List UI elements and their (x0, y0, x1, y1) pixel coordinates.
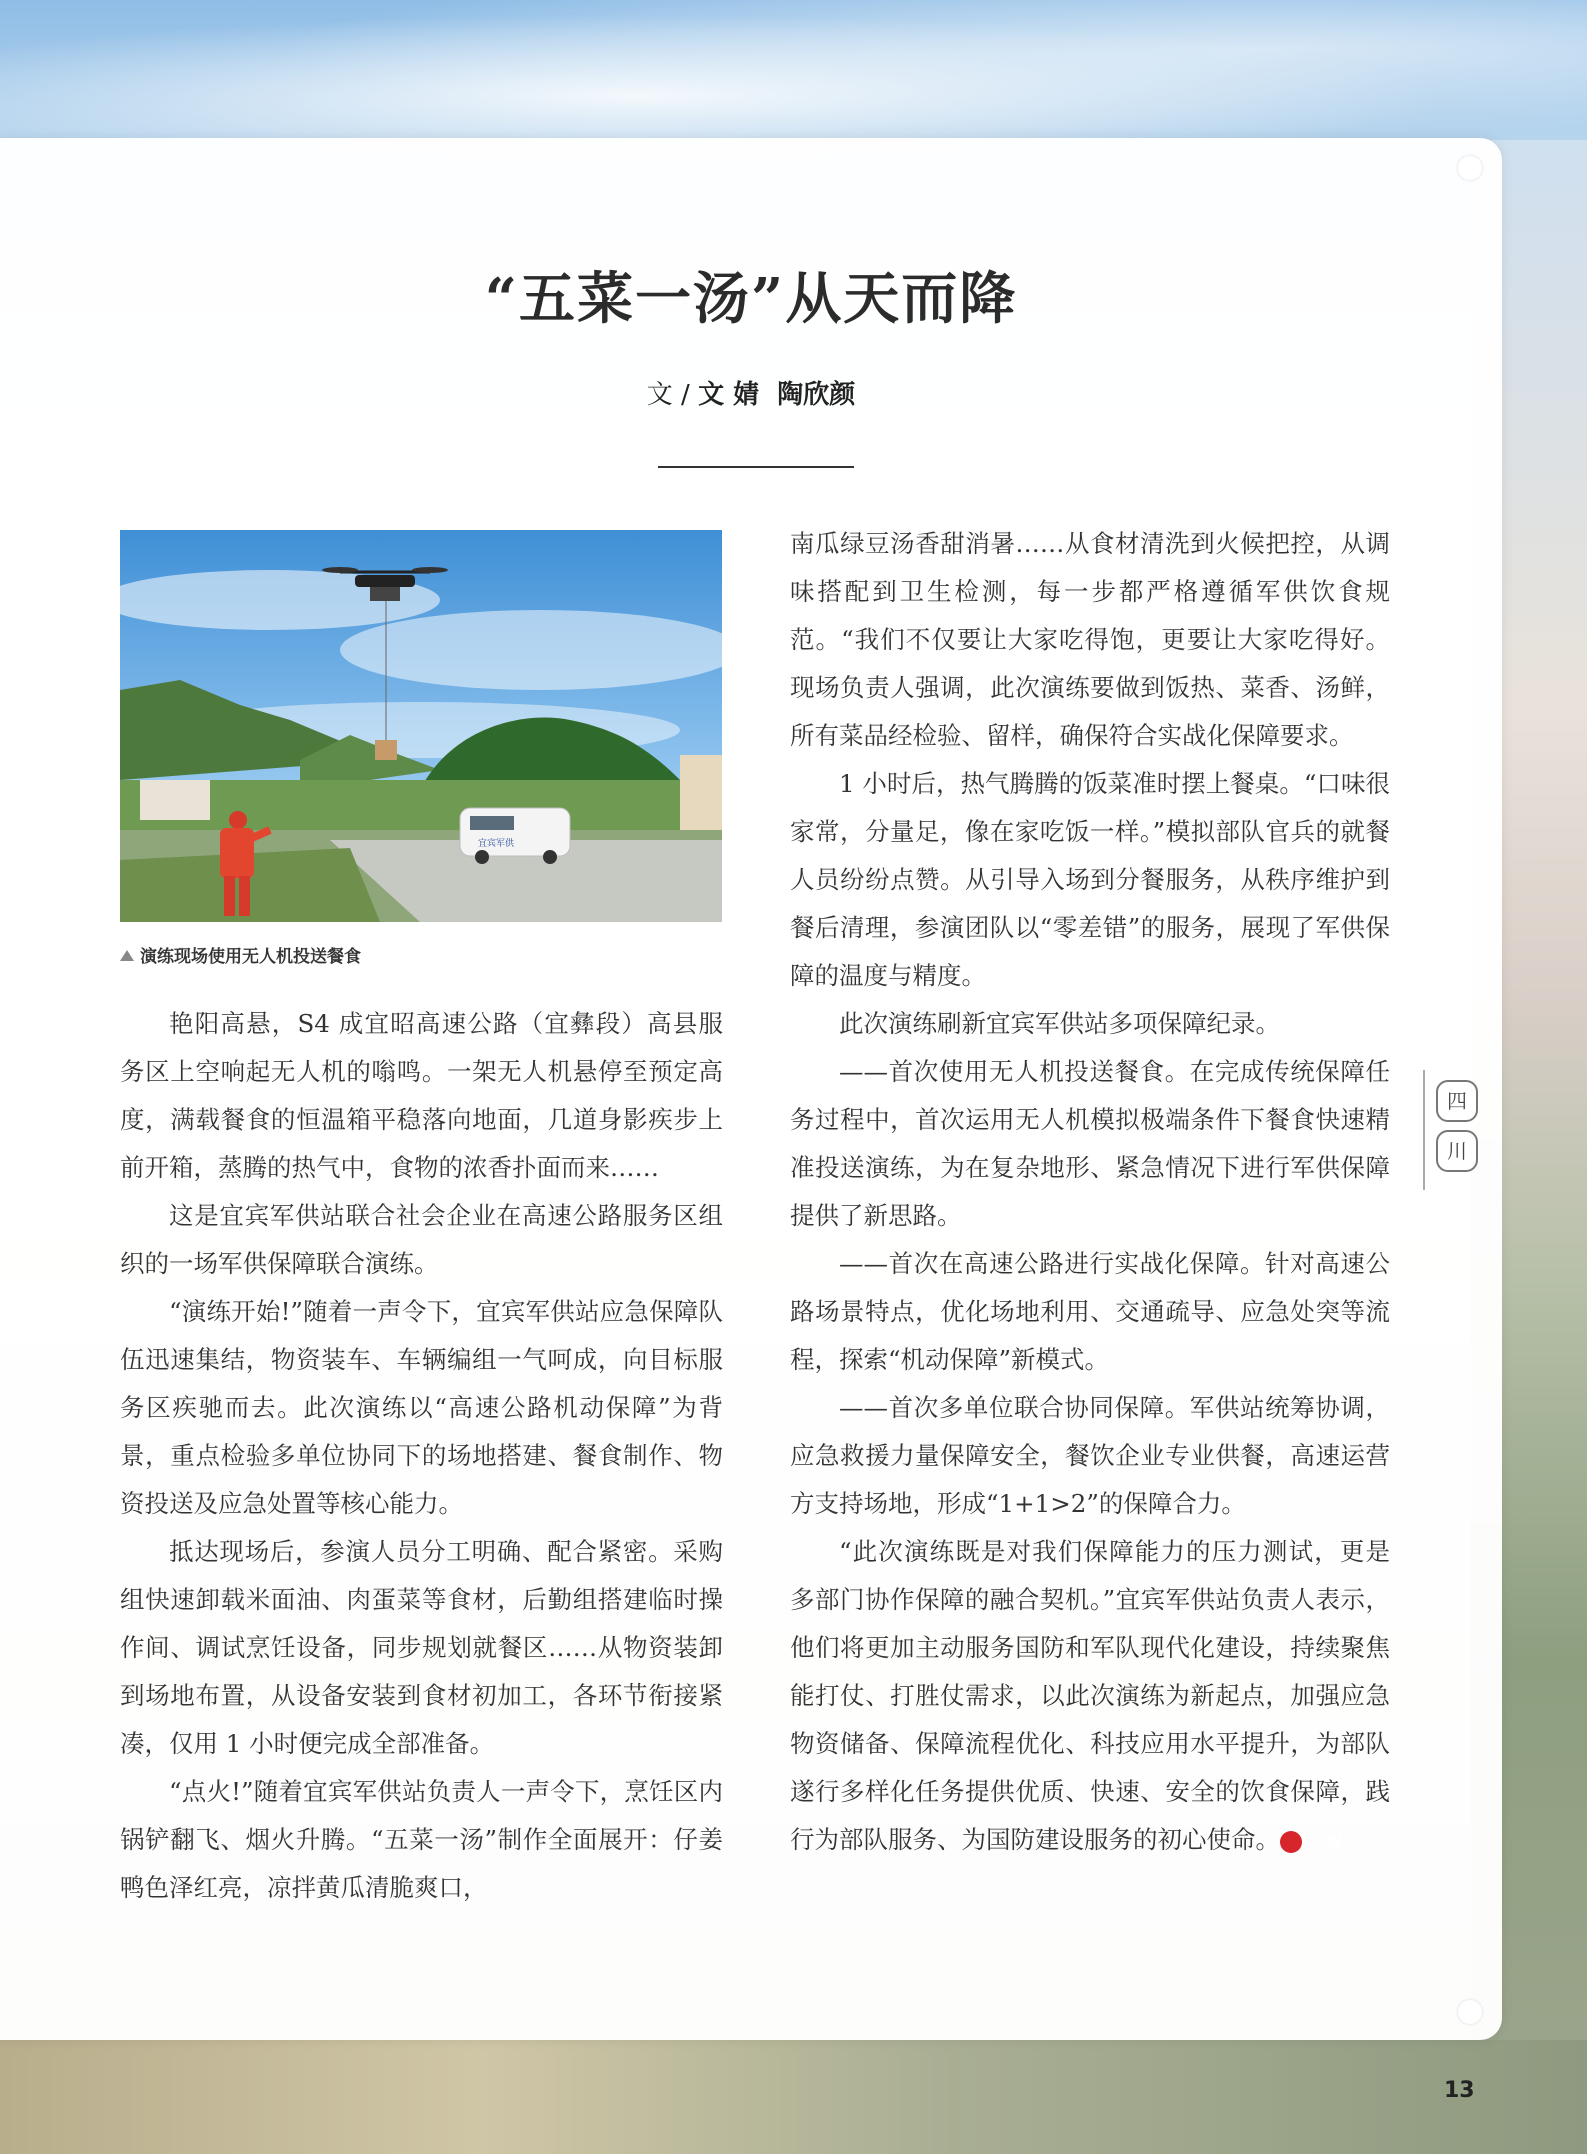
paragraph: 抵达现场后，参演人员分工明确、配合紧密。采购组快速卸载米面油、肉蛋菜等食材，后勤组搭建临时操作间、调试烹饪设备，同步规划就餐区……从物资装卸到场地布置，从设备安装到食材初加工，各环节衔接紧凑，仅用 1 小时便完成全部准备。 (120, 1537, 723, 1758)
paragraph-continued: 南瓜绿豆汤香甜消暑……从食材清洗到火候把控，从调味搭配到卫生检测，每一步都严格遵循军供饮食规范。“我们不仅要让大家吃得饱，更要让大家吃得好。现场负责人强调，此次演练要做到饭热、菜香、汤鲜，所有菜品经检验、留样，确保符合实战化保障要求。 (790, 529, 1390, 750)
paragraph: ——首次多单位联合协同保障。军供站统筹协调，应急救援力量保障安全，餐饮企业专业供餐，高速运营方支持场地，形成“1+1>2”的保障合力。 (790, 1393, 1390, 1518)
section-tab-char: 川 (1436, 1130, 1478, 1172)
van-window (470, 816, 514, 830)
byline-prefix: 文 / (646, 380, 690, 410)
paragraph: “演练开始!”随着一声令下，宜宾军供站应急保障队伍迅速集结，物资装车、车辆编组一气呵成，向目标服务区疾驰而去。此次演练以“高速公路机动保障”为背景，重点检验多单位协同下的场地搭建、餐食制作、物资投送及应急处置等核心能力。 (120, 1297, 723, 1518)
sky-background (0, 0, 1587, 160)
paragraph-final (790, 1528, 1390, 1864)
paragraph: ——首次在高速公路进行实战化保障。针对高速公路场景特点，优化场地利用、交通疏导、应急处突等流程，探索“机动保障”新模式。 (790, 1249, 1390, 1374)
caption-text: 演练现场使用无人机投送餐食 (140, 947, 361, 967)
card-notch-bottom (1458, 2000, 1482, 2024)
building (140, 780, 210, 820)
van-text: 宜宾军供 (478, 839, 515, 849)
paragraph: 1 小时后，热气腾腾的饭菜准时摆上餐桌。“口味很家常，分量足，像在家吃饭一样。”模拟部队官兵的就餐人员纷纷点赞。从引导入场到分餐服务，从秩序维护到餐后清理，参演团队以“零差错”的服务，展现了军供保障的温度与精度。 (790, 769, 1390, 990)
card-notch-top (1458, 156, 1482, 180)
paragraph: 艳阳高悬，S4 成宜昭高速公路（宜彝段）高县服务区上空响起无人机的嗡鸣。一架无人机悬停至预定高度，满载餐食的恒温箱平稳落向地面，几道身影疾步上前开箱，蒸腾的热气中，食物的浓香扑面而来…… (120, 1009, 723, 1182)
drone-photo-illustration (120, 530, 722, 922)
page-number: 13 (1444, 2078, 1475, 2103)
paragraph: “点火!”随着宜宾军供站负责人一声令下，烹饪区内锅铲翻飞、烟火升腾。“五菜一汤”制作全面展开：仔姜鸭色泽红亮，凉拌黄瓜清脆爽口， (120, 1777, 723, 1902)
byline-authors: 文 婧 陶欣颜 (698, 380, 856, 410)
van-wheel (543, 850, 557, 864)
van (460, 808, 570, 856)
paragraph: 这是宜宾军供站联合社会企业在高速公路服务区组织的一场军供保障联合演练。 (120, 1201, 723, 1278)
caption-triangle-icon (120, 950, 134, 961)
title-divider (658, 466, 854, 468)
paragraph: ——首次使用无人机投送餐食。在完成传统保障任务过程中，首次运用无人机模拟极端条件下餐食快速精准投送演练，为在复杂地形、紧急情况下进行军供保障提供了新思路。 (790, 1057, 1390, 1230)
delivery-box (375, 740, 397, 760)
article-column-left (120, 1000, 723, 1912)
article-photo (120, 530, 722, 922)
byline (0, 374, 1502, 411)
cloud (340, 610, 722, 690)
landscape-strip-bottom (0, 2040, 1587, 2154)
article-title: “五菜一汤”从天而降 (484, 266, 1018, 332)
end-mark-icon: N (1280, 1831, 1302, 1853)
final-text: “此次演练既是对我们保障能力的压力测试，更是多部门协作保障的融合契机。”宜宾军供站负责人表示，他们将更加主动服务国防和军队现代化建设，持续聚焦能打仗、打胜仗需求，以此次演练为新起点，加强应急物资储备、保障流程优化、科技应用水平提升，为部队遂行多样化任务提供优质、快速、安全的饮食保障，践行为部队服务、为国防建设服务的初心使命。 (790, 1537, 1390, 1854)
paragraph: 此次演练刷新宜宾军供站多项保障纪录。 (839, 1009, 1280, 1038)
section-tab-char: 四 (1436, 1080, 1478, 1122)
photo-caption (120, 942, 361, 967)
article-column-right (790, 520, 1390, 1864)
van-wheel (475, 850, 489, 864)
